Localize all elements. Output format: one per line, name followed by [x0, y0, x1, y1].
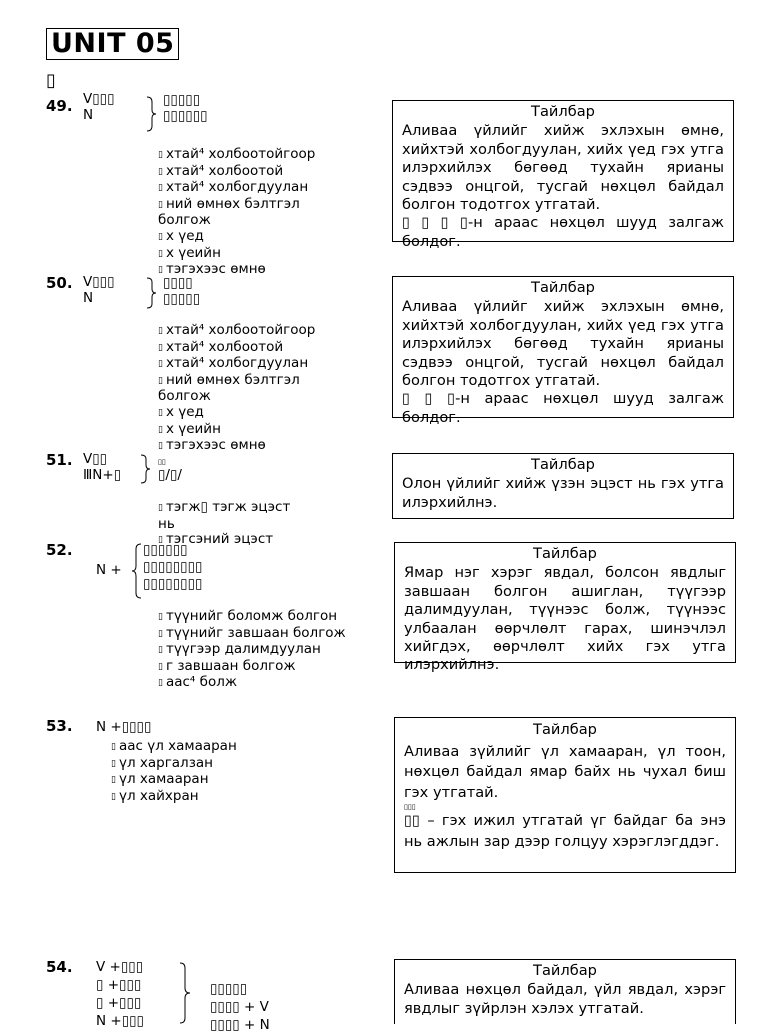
list-item: ▯ үл харгалзан — [111, 756, 291, 773]
section-52-explanation — [394, 542, 736, 674]
explanation-title: Тайлбар — [533, 545, 597, 562]
list-item: ▯ үл хайхран — [111, 789, 291, 806]
section-49-formula — [83, 91, 115, 123]
list-item: ▯ х үед — [158, 405, 338, 422]
list-item: ▯ ний өмнөх бэлтгэл болгож — [158, 197, 338, 229]
section-49-list — [158, 147, 338, 279]
formula-line: ▯ +▯▯▯ — [96, 977, 142, 993]
explanation-text: Аливаа нөхцөл байдал, үйл явдал, хэрэг явдлыг зүйрлэн хэлэх утгатай. — [404, 981, 726, 1017]
option-line: ▯▯▯▯▯▯▯▯ — [143, 576, 203, 592]
section-51-formula — [83, 451, 121, 483]
formula-line: ▯ +▯▯▯ — [96, 995, 142, 1011]
explanation-title: Тайлбар — [531, 279, 595, 296]
section-50-options — [163, 275, 200, 307]
list-item: ▯ х үед — [158, 229, 338, 246]
option-line: ▯▯▯▯▯▯ — [143, 542, 188, 558]
section-52-options — [143, 542, 202, 593]
explanation-title: Тайлбар — [533, 962, 597, 979]
section-49-options — [163, 92, 208, 124]
formula-line: V▯▯ — [83, 451, 108, 467]
list-item: ▯ хтай⁴ холбоотой — [158, 164, 338, 181]
section-51-list — [158, 499, 308, 548]
section-53-number: 53. — [46, 717, 73, 735]
section-51-number: 51. — [46, 451, 73, 469]
explanation-text: Ямар нэг хэрэг явдал, болсон явдлыг завшаан болгон ашиглан, түүгээр далимдуулан, түүнээс болж, түүнээс улбаалан өөрчлөлт гарах, шинэчлэл хийгдэх, өөрчлөлт хийх гэх утга илэрхийлнэ. — [404, 564, 726, 674]
brace-icon — [138, 454, 152, 484]
section-53-list — [111, 739, 291, 805]
section-51-options: ▯/▯/ — [158, 467, 182, 483]
explanation-text: ▯▯ – гэх ижил утгатай үг байдаг ба энэ нь ажлын зар дээр голцуу хэрэглэгддэг. — [404, 812, 726, 850]
explanation-text: Аливаа үйлийг хийж эхлэхын өмнө, хийхтэй холбогдуулан, хийх үед гэх утга илэрхийлэх бөгөөд тухайн ярианы сэдвээ онцгой, тусгай нөхцөл байдал болгон тодотгох утгатай. — [402, 122, 724, 214]
section-52-formula: N + — [96, 562, 122, 578]
section-50-explanation — [392, 276, 734, 426]
formula-line: V▯▯▯ — [83, 91, 115, 107]
explanation-text: Олон үйлийг хийж үзэн эцэст нь гэх утга илэрхийлнэ. — [402, 475, 724, 511]
list-item: ▯ хтай⁴ холбоотойгоор — [158, 147, 338, 164]
section-52-list — [158, 609, 348, 697]
brace-icon — [144, 96, 158, 132]
section-54-formula — [96, 958, 144, 1030]
list-item: ▯ х үеийн — [158, 422, 338, 439]
formula-line: N — [83, 290, 94, 306]
section-50-formula — [83, 274, 115, 306]
section-50-number: 50. — [46, 274, 73, 292]
list-item: ▯ үл хамааран — [111, 772, 291, 789]
option-line: ▯▯▯▯ + N — [210, 1017, 270, 1033]
list-item: ▯ хтай⁴ холбогдуулан — [158, 180, 338, 197]
option-line: ▯▯▯▯▯ — [163, 291, 201, 307]
option-line: ▯▯▯▯▯ — [163, 92, 201, 108]
list-item: ▯ тэгж▯ тэгж эцэст нь — [158, 500, 308, 532]
list-item: ▯ хтай⁴ холбогдуулан — [158, 356, 338, 373]
list-item: ▯ аас⁴ болж — [158, 675, 348, 692]
section-54-options — [210, 980, 270, 1034]
explanation-title: Тайлбар — [531, 456, 595, 473]
list-item: ▯ хтай⁴ холбоотойгоор — [158, 323, 338, 340]
formula-line: ⅢN+▯ — [83, 467, 122, 483]
section-53-formula: N +▯▯▯▯ — [96, 719, 152, 735]
section-54-explanation — [394, 959, 736, 1024]
list-item: ▯ тэгэхээс өмнө — [158, 262, 338, 279]
section-52-number: 52. — [46, 541, 73, 559]
list-item: ▯ түүнийг боломж болгон — [158, 609, 348, 626]
section-51-small-mark: ▯▯ — [158, 458, 166, 466]
brace-icon — [144, 277, 158, 309]
explanation-text: ▯ ▯ ▯-н араас нөхцөл шууд залгаж болдог. — [402, 390, 724, 426]
list-item: ▯ тэгсэний эцэст — [158, 532, 308, 549]
formula-line: N +▯▯▯ — [96, 1013, 144, 1029]
missing-glyph: ▯ — [46, 70, 56, 91]
section-49-explanation — [392, 100, 734, 250]
explanation-title: Тайлбар — [531, 103, 595, 120]
list-item: ▯ ний өмнөх бэлтгэл болгож — [158, 373, 338, 405]
option-line: ▯▯▯▯▯▯▯▯ — [143, 559, 203, 575]
brace-icon — [178, 962, 192, 1024]
explanation-text: ▯ ▯ ▯ ▯-н араас нөхцөл шууд залгаж болдог. — [402, 214, 724, 250]
option-line: ▯▯▯▯ + V — [210, 999, 269, 1015]
explanation-title: Тайлбар — [533, 721, 597, 738]
section-53-explanation — [394, 717, 736, 873]
list-item: ▯ түүнийг завшаан болгож — [158, 626, 348, 643]
brace-icon — [130, 543, 144, 599]
section-49-number: 49. — [46, 97, 73, 115]
list-item: ▯ хтай⁴ холбоотой — [158, 340, 338, 357]
list-item: ▯ түүгээр далимдуулан — [158, 642, 348, 659]
formula-line: N — [83, 107, 94, 123]
formula-line: V +▯▯▯ — [96, 959, 144, 975]
section-54-number: 54. — [46, 958, 73, 976]
unit-title: UNIT 05 — [46, 28, 179, 60]
explanation-text: Аливаа үйлийг хийж эхлэхын өмнө, хийхтэй холбогдуулан, хийх үед гэх утга илэрхийлэх бөгөөд тухайн ярианы сэдвээ онцгой, тусгай нөхцөл байдал болгон тодотгох утгатай. — [402, 298, 724, 390]
explanation-text: Аливаа зүйлийг үл хамааран, үл тоон, нөхцөл байдал ямар байх нь чухал биш гэх утгатай. — [404, 742, 726, 801]
option-line: ▯▯▯▯ — [163, 275, 193, 291]
list-item: ▯ х үеийн — [158, 246, 338, 263]
list-item: ▯ г завшаан болгож — [158, 659, 348, 676]
formula-line: V▯▯▯ — [83, 274, 115, 290]
option-line: ▯▯▯▯▯ — [210, 981, 248, 997]
list-item: ▯ аас үл хамааран — [111, 739, 291, 756]
list-item: ▯ тэгэхээс өмнө — [158, 438, 338, 455]
section-50-list — [158, 323, 338, 455]
explanation-small-mark: ▯▯▯ — [404, 803, 416, 812]
option-line: ▯▯▯▯▯▯ — [163, 108, 208, 124]
section-51-explanation — [392, 453, 734, 519]
